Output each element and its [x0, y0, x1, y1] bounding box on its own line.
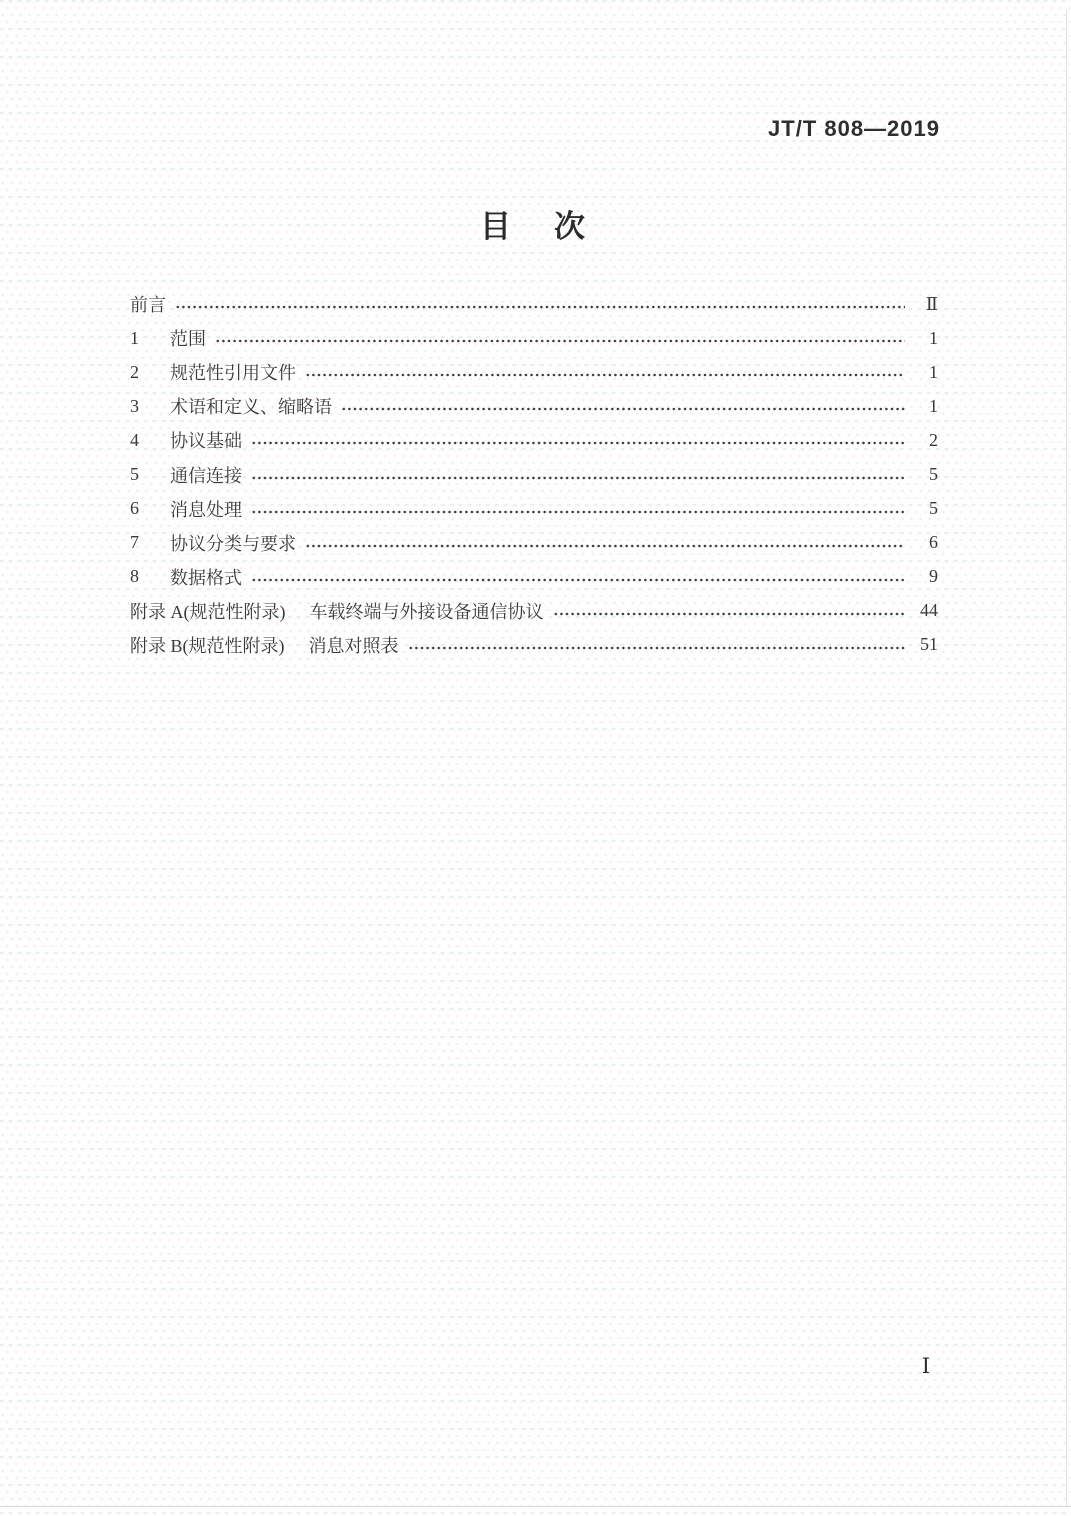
dot-leader: [251, 510, 905, 514]
toc-entry-number: 2: [130, 361, 139, 382]
dot-leader: [553, 612, 906, 616]
dot-leader: [408, 646, 906, 650]
dot-leader: [251, 578, 905, 582]
toc-entry-page: Ⅱ: [925, 293, 938, 314]
toc-entry-2: [130, 355, 938, 389]
toc-entry-number: 附录 A(规范性附录): [130, 601, 286, 622]
scan-edge-bottom: [0, 1506, 1071, 1507]
toc-entry-foreword: [130, 287, 938, 321]
toc-entry-page: 44: [920, 600, 938, 621]
dot-leader: [215, 339, 905, 343]
toc-entry-page: 6: [929, 532, 938, 553]
toc-entry-label: 通信连接: [170, 465, 242, 486]
toc-entry-label: 范围: [170, 329, 206, 350]
toc-entry-appendix-b: [130, 628, 938, 662]
dot-leader: [251, 441, 905, 445]
toc-entry-page: 1: [929, 327, 938, 348]
toc-entry-label: 协议基础: [170, 431, 242, 452]
toc-entry-8: [130, 560, 938, 594]
dot-leader: [175, 305, 905, 309]
toc-entry-5: [130, 457, 938, 491]
toc-entry-6: [130, 492, 938, 526]
toc-entry-label: 术语和定义、缩略语: [170, 397, 332, 418]
toc-entry-4: [130, 423, 938, 457]
toc-entry-number: 6: [130, 498, 139, 519]
toc-entry-label: 消息处理: [170, 499, 242, 520]
toc-entry-page: 5: [929, 498, 938, 519]
footer-page-number: Ⅰ: [921, 1354, 930, 1378]
toc-entry-page: 9: [929, 566, 938, 587]
toc-entry-page: 51: [920, 634, 938, 655]
toc-entry-page: 1: [929, 395, 938, 416]
dot-leader: [305, 544, 905, 548]
toc-entry-number: 5: [130, 464, 139, 485]
toc-entry-label: 前言: [130, 295, 166, 316]
toc-entry-number: 7: [130, 532, 139, 553]
toc-entry-number: 附录 B(规范性附录): [130, 635, 285, 656]
toc-entry-page: 5: [929, 464, 938, 485]
toc-entry-3: [130, 389, 938, 423]
toc-entry-label: 协议分类与要求: [170, 533, 296, 554]
toc-entry-page: 1: [929, 361, 938, 382]
dot-leader: [341, 407, 905, 411]
page-title: 目 次: [480, 209, 591, 244]
toc-entry-label: 车载终端与外接设备通信协议: [309, 601, 544, 622]
toc-entry-label: 数据格式: [170, 567, 242, 588]
dot-leader: [305, 373, 905, 377]
doc-number: JT/T 808—2019: [768, 116, 940, 141]
dot-leader: [251, 476, 905, 480]
toc-entry-number: 4: [130, 429, 139, 450]
toc-entry-label: 规范性引用文件: [170, 363, 296, 384]
toc-entry-1: [130, 321, 938, 355]
toc-entry-number: 3: [130, 395, 139, 416]
toc-entry-number: 1: [130, 327, 139, 348]
table-of-contents: [130, 287, 938, 662]
toc-entry-label: 消息对照表: [308, 635, 399, 656]
toc-entry-page: 2: [929, 429, 938, 450]
toc-entry-7: [130, 526, 938, 560]
toc-entry-appendix-a: [130, 594, 938, 628]
toc-entry-number: 8: [130, 566, 139, 587]
